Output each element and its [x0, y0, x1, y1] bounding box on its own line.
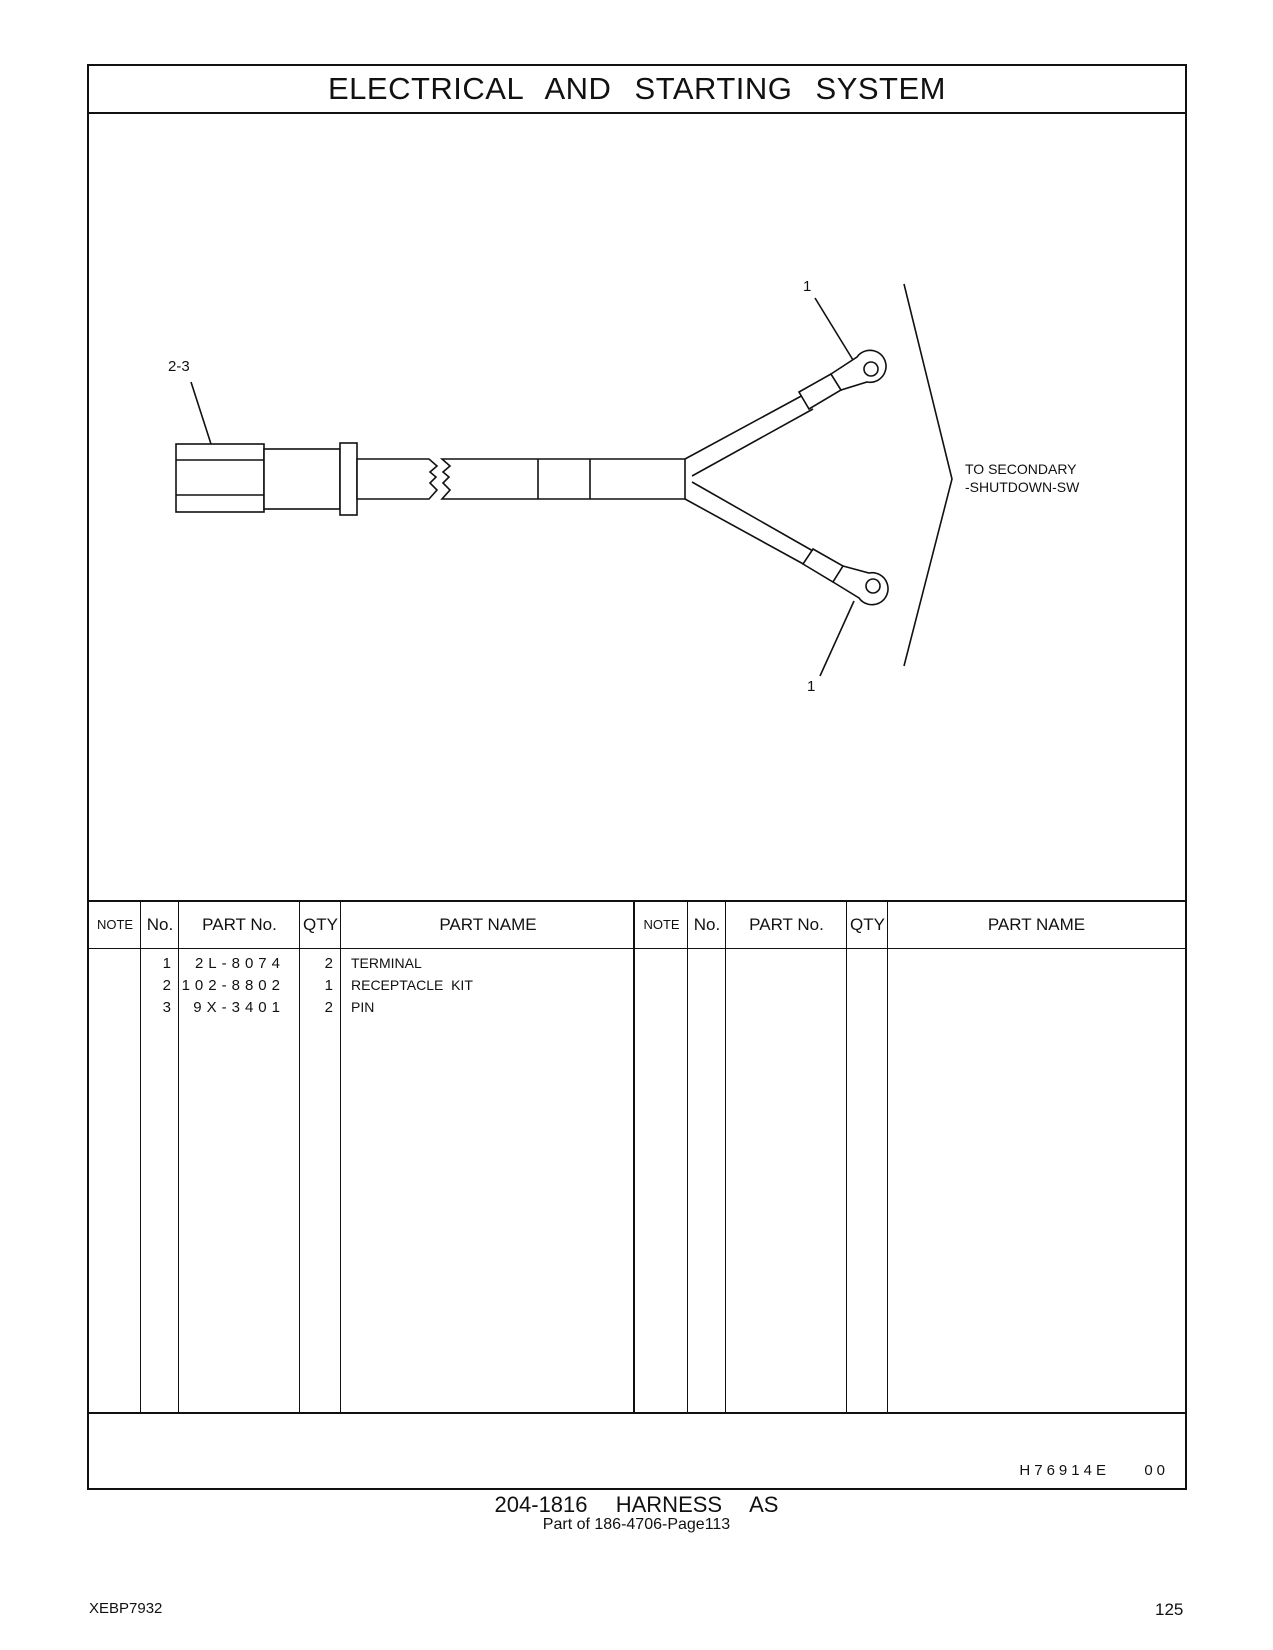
header-part-name-right: PART NAME: [987, 915, 1086, 934]
grouping-bracket: [904, 284, 952, 666]
row-part-no: 2L-8074: [194, 955, 285, 972]
callout-terminal-top: 1: [803, 278, 812, 295]
assembly-caption: 204-1816 HARNESS AS: [494, 1492, 779, 1517]
callout-terminal-bottom: 1: [807, 678, 816, 695]
page-frame: [87, 64, 1187, 1490]
illustration-footer: [89, 1412, 1185, 1488]
col-note-right: [635, 902, 688, 1412]
receptacle-connector: [176, 443, 357, 515]
header-no: No.: [146, 915, 174, 934]
harness-diagram: [89, 114, 1185, 902]
col-no-right: [688, 902, 726, 1412]
row-part-name: RECEPTACLE KIT: [351, 977, 473, 993]
row-qty: 1: [324, 977, 333, 994]
header-note-right: NOTE: [643, 917, 680, 932]
header-qty: QTY: [303, 915, 338, 934]
row-part-no: 9X-3401: [193, 999, 285, 1016]
header-part-no: PART No.: [202, 915, 277, 934]
row-qty: 2: [324, 955, 333, 972]
destination-label: [965, 460, 1079, 496]
col-qty-right: [847, 902, 888, 1412]
harness-drawing: [89, 114, 1185, 902]
col-note-left: [89, 902, 141, 1412]
row-part-name: TERMINAL: [351, 955, 422, 971]
title-bar: [89, 66, 1185, 114]
table-header: [89, 902, 1185, 949]
row-qty: 2: [324, 999, 333, 1016]
ring-terminal-top: [799, 350, 886, 409]
row-no: 3: [162, 999, 171, 1016]
cable-body: [357, 459, 685, 499]
illustration-reference: [1019, 1462, 1169, 1479]
header-no-right: No.: [693, 915, 721, 934]
page-number: 125: [1155, 1600, 1184, 1619]
document-id: XEBP7932: [89, 1600, 163, 1617]
illustration-ref-code: H76914E: [1019, 1462, 1110, 1479]
row-no: 1: [162, 955, 171, 972]
illustration-revision: 00: [1144, 1462, 1169, 1479]
row-part-no: 102-8802: [181, 977, 285, 994]
col-partno-right: [726, 902, 847, 1412]
destination-line-2: -SHUTDOWN-SW: [965, 479, 1080, 495]
header-note: NOTE: [96, 917, 134, 932]
ring-terminal-bottom: [803, 549, 888, 605]
page-title: ELECTRICAL AND STARTING SYSTEM: [328, 71, 946, 106]
assembly-subcaption: Part of 186-4706-Page113: [542, 1516, 731, 1533]
header-part-name: PART NAME: [439, 915, 537, 934]
parts-table: [89, 900, 1185, 1412]
header-qty-right: QTY: [850, 915, 885, 934]
header-part-no-right: PART No.: [749, 915, 824, 934]
callout-connector: 2-3: [168, 358, 190, 375]
row-part-name: PIN: [351, 999, 375, 1015]
row-no: 2: [162, 977, 171, 994]
destination-line-1: TO SECONDARY: [965, 461, 1077, 477]
breakout-wires: [685, 394, 813, 566]
